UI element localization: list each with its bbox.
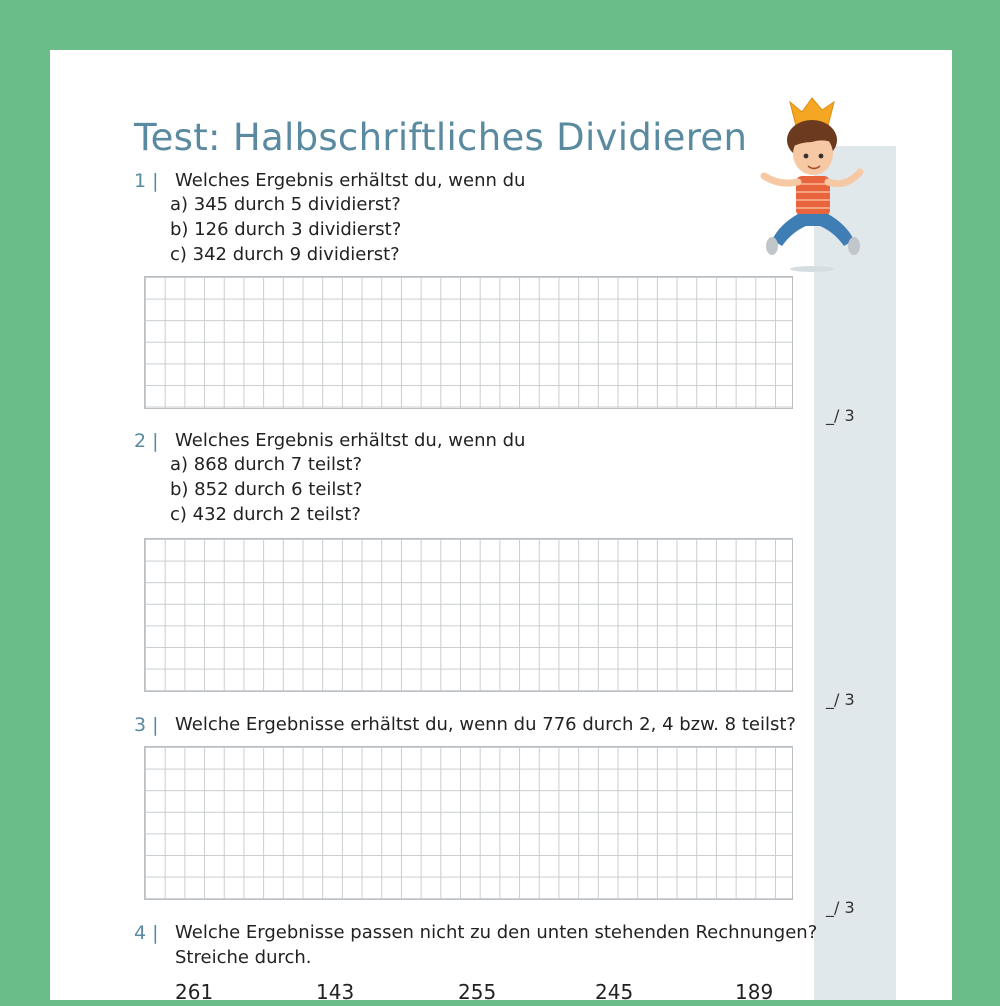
answer-option[interactable]: 245 [595, 980, 634, 1004]
arm-right [828, 172, 860, 184]
answer-option[interactable]: 143 [316, 980, 355, 1004]
task-question: Welches Ergebnis erhältst du, wenn du [175, 430, 526, 451]
subitem-c: c) 342 durch 9 dividierst? [170, 244, 400, 265]
boy-with-crown-illustration [750, 96, 870, 274]
subitem-b: b) 852 durch 6 teilst? [170, 479, 363, 500]
eye-left [804, 154, 809, 159]
task-question: Welche Ergebnisse erhältst du, wenn du 776 durch 2, 4 bzw. 8 teilst? [175, 714, 796, 735]
subitem-a: a) 868 durch 7 teilst? [170, 454, 363, 475]
answer-grid-3[interactable] [144, 746, 793, 900]
score-column [814, 146, 896, 1000]
score-3: _/ 3 [826, 898, 855, 917]
answer-grid-2[interactable] [144, 538, 793, 692]
subitem-c: c) 432 durch 2 teilst? [170, 504, 361, 525]
legs [772, 214, 854, 246]
task-number: 2 | [134, 430, 159, 452]
task-number: 4 | [134, 922, 159, 944]
task-question: Welche Ergebnisse passen nicht zu den unten stehenden Rechnungen? [175, 922, 818, 943]
shoe-right [848, 237, 860, 255]
shadow [790, 266, 834, 272]
worksheet-title: Test: Halbschriftliches Dividieren [134, 116, 748, 159]
answer-option[interactable]: 261 [175, 980, 214, 1004]
task-instruction: Streiche durch. [175, 947, 312, 968]
answer-options [175, 980, 775, 1006]
answer-option[interactable]: 255 [458, 980, 497, 1004]
task-number: 3 | [134, 714, 159, 736]
eye-right [819, 154, 824, 159]
answer-grid-1[interactable] [144, 276, 793, 409]
answer-option[interactable]: 189 [735, 980, 774, 1004]
worksheet [50, 50, 952, 1004]
arm-left [764, 176, 798, 183]
task-question: Welches Ergebnis erhältst du, wenn du [175, 170, 526, 191]
score-2: _/ 3 [826, 690, 855, 709]
subitem-b: b) 126 durch 3 dividierst? [170, 219, 402, 240]
subitem-a: a) 345 durch 5 dividierst? [170, 194, 401, 215]
task-number: 1 | [134, 170, 159, 192]
shoe-left [766, 237, 778, 255]
score-1: _/ 3 [826, 406, 855, 425]
